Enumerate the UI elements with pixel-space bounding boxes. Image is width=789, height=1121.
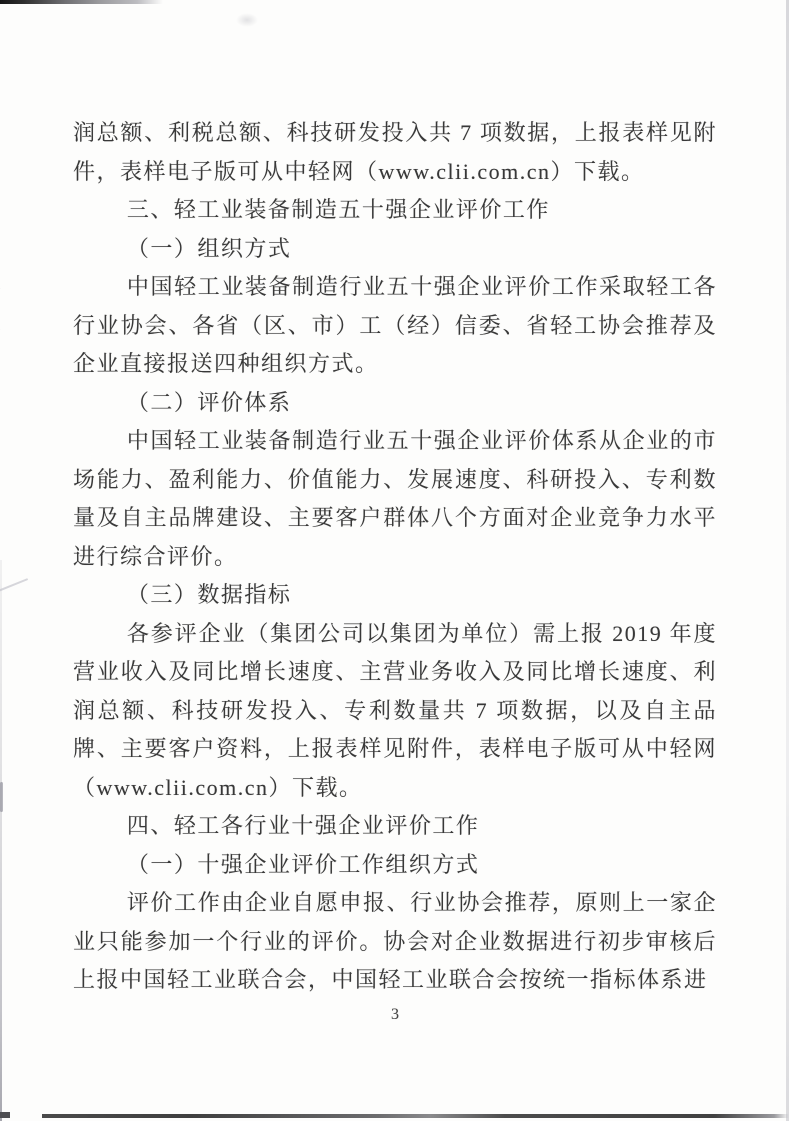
subsection-heading-organization-method: （一）组织方式 [126,235,292,261]
scan-artifact-curve-mark [0,288,8,330]
paragraph-top10-evaluation: 评价工作由企业自愿申报、行业协会推荐，原则上一家企业只能参加一个行业的评价。协会对企业数据进行初步审核后上报中国轻工业联合会，中国轻工业联合会按统一指标体系进 [73,890,717,992]
page-footer [73,1006,717,1024]
scan-artifact-bottom-edge [42,1114,789,1118]
scan-artifact-left-edge [0,560,2,1121]
subsection-heading-top10-organization: （一）十强企业评价工作组织方式 [126,851,480,877]
scan-artifact-diagonal-mark [0,578,28,592]
subsection-heading-evaluation-system: （二）评价体系 [126,389,292,415]
subsection-heading-data-indicators: （三）数据指标 [126,582,292,607]
section-heading-three: 三、轻工业装备制造五十强企业评价工作 [126,197,550,222]
page-number: 3 [391,1006,399,1023]
section-heading-four: 四、轻工各行业十强企业评价工作 [126,813,480,838]
document-body [73,114,717,1000]
paragraph-organization-method: 中国轻工业装备制造行业五十强企业评价工作采取轻工各行业协会、各省（区、市）工（经）信委、省轻工协会推荐及企业直接报送四种组织方式。 [73,274,717,376]
scan-artifact-smudge [236,13,258,27]
scan-artifact-top-edge [0,0,163,4]
scan-artifact-bottom-left-mark [0,1112,10,1118]
paragraph-data-indicators: 各参评企业（集团公司以集团为单位）需上报 2019 年度营业收入及同比增长速度、主营业务收入及同比增长速度、利润总额、科技研发投入、专利数量共 7 项数据，以及自主品牌、主要客户资料，上报表样见附件，表样电子版可从中轻网（www.clii.com.cn）下载。 [73,620,717,800]
paragraph-continuation: 润总额、利税总额、科技研发投入共 7 项数据，上报表样见附件，表样电子版可从中轻网（www.clii.com.cn）下载。 [73,120,717,184]
scan-artifact-left-mark [0,782,3,812]
paragraph-evaluation-system: 中国轻工业装备制造行业五十强企业评价体系从企业的市场能力、盈利能力、价值能力、发展速度、科研投入、专利数量及自主品牌建设、主要客户群体八个方面对企业竞争力水平进行综合评价。 [73,428,717,569]
